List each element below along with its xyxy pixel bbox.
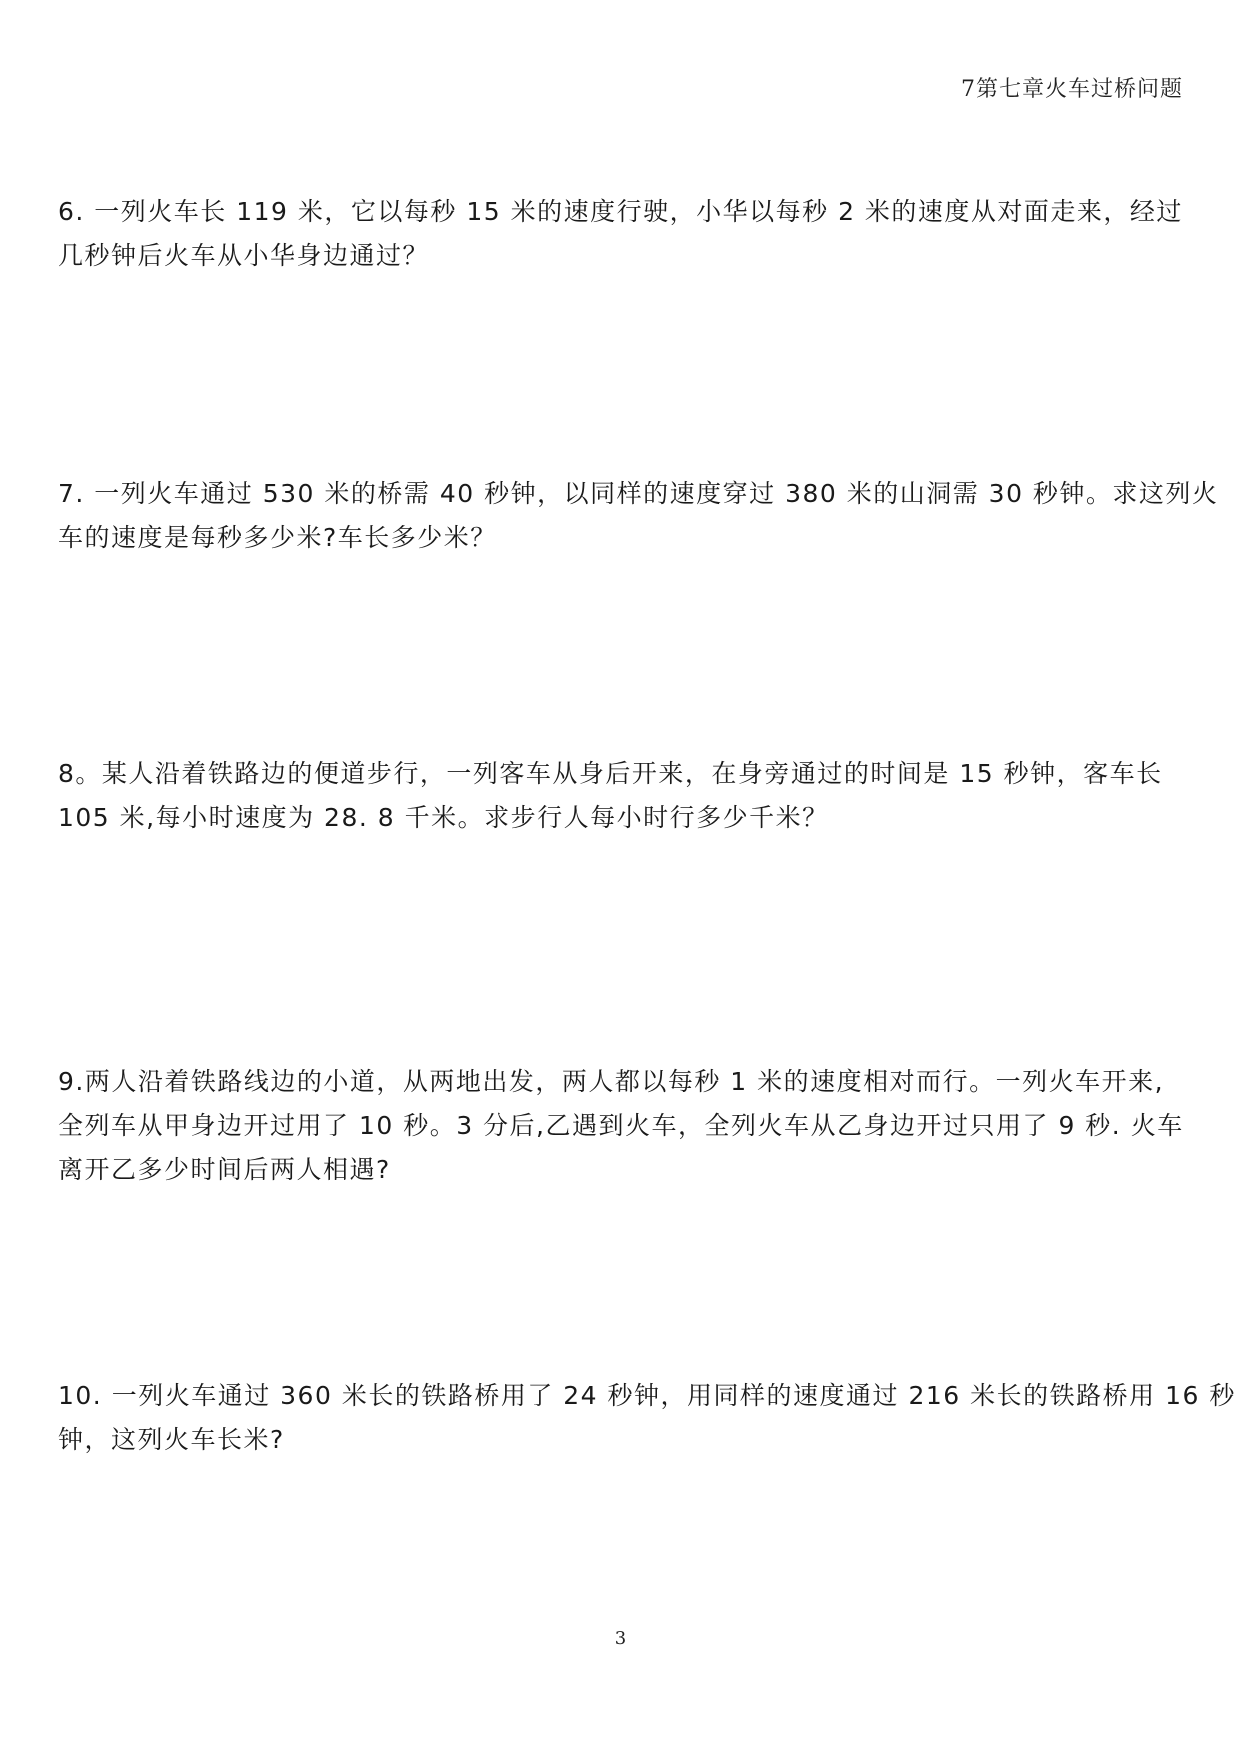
problem-9-line-2: 全列车从甲身边开过用了 10 秒。3 分后,乙遇到火车，全列火车从乙身边开过只用了 9 秒. 火车 [58, 1111, 1184, 1140]
problem-6-line-2: 几秒钟后火车从小华身边通过？ [58, 241, 430, 270]
problem-10-line-2: 钟，这列火车长米? [58, 1425, 285, 1454]
page-header-title: 7第七章火车过桥问题 [961, 77, 1183, 102]
page-number: 3 [614, 1628, 627, 1649]
problem-7 [58, 472, 1219, 560]
problem-8-line-1: 8。某人沿着铁路边的便道步行，一列客车从身后开来，在身旁通过的时间是 15 秒钟，客车长 [58, 759, 1163, 788]
problem-7-line-1: 7. 一列火车通过 530 米的桥需 40 秒钟，以同样的速度穿过 380 米的山洞需 30 秒钟。求这列火 [58, 479, 1219, 508]
problem-6 [58, 190, 1188, 278]
problem-9-line-1: 9.两人沿着铁路线边的小道，从两地出发，两人都以每秒 1 米的速度相对而行。一列火车开来, [58, 1067, 1165, 1096]
problem-8-line-2: 105 米,每小时速度为 28. 8 千米。求步行人每小时行多少千米？ [58, 803, 829, 832]
problem-10 [58, 1374, 1236, 1462]
problem-9 [58, 1060, 1188, 1192]
problem-10-line-1: 10. 一列火车通过 360 米长的铁路桥用了 24 秒钟，用同样的速度通过 216 米长的铁路桥用 16 秒 [58, 1381, 1236, 1410]
problem-8 [58, 752, 1188, 840]
problem-9-line-3: 离开乙多少时间后两人相遇? [58, 1155, 391, 1184]
problem-7-line-2: 车的速度是每秒多少米?车长多少米？ [58, 523, 497, 552]
problem-6-line-1: 6. 一列火车长 119 米，它以每秒 15 米的速度行驶，小华以每秒 2 米的速度从对面走来，经过 [58, 197, 1183, 226]
